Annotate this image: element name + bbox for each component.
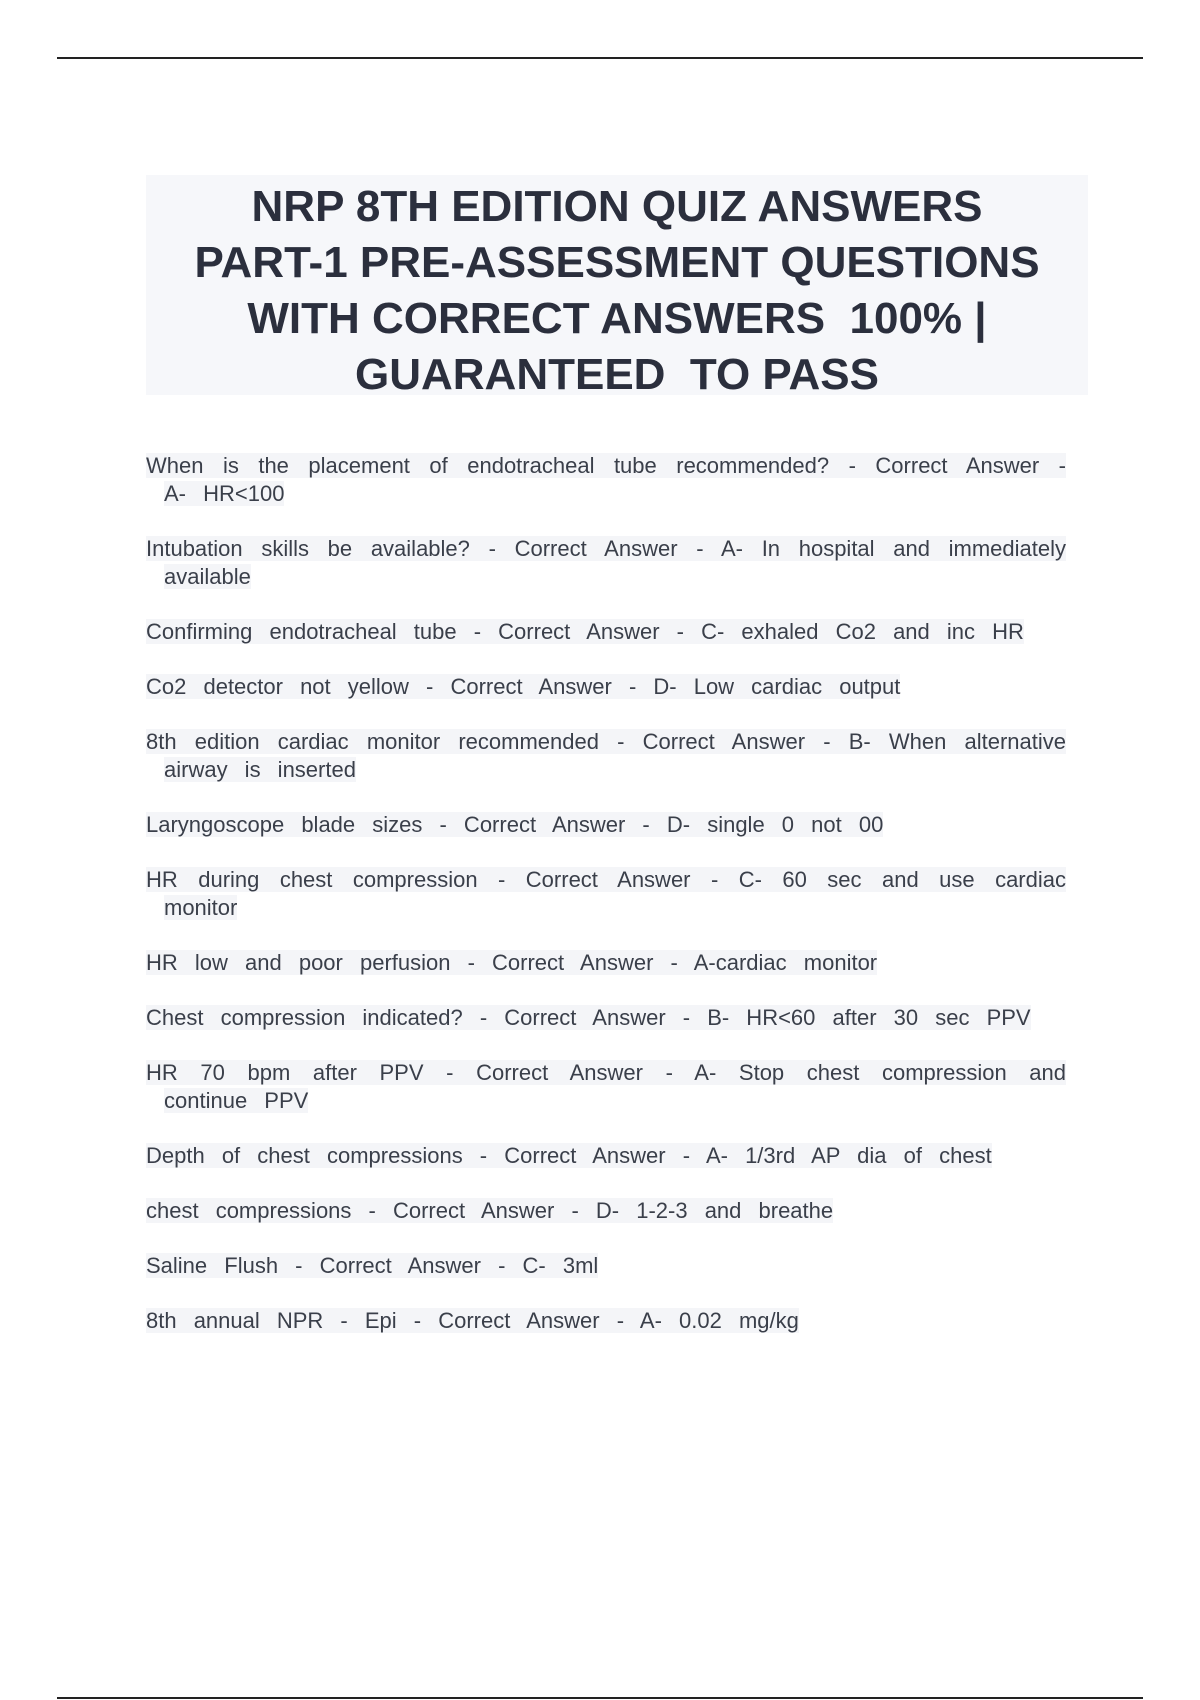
title-line-3: WITH CORRECT ANSWERS 100% | — [247, 294, 987, 343]
title-line-4: GUARANTEED TO PASS — [355, 350, 879, 399]
title-line-2: PART-1 PRE-ASSESSMENT QUESTIONS — [194, 238, 1040, 287]
qa-text: Confirming endotracheal tube - Correct Answer - C- exhaled Co2 and inc HR — [146, 619, 1024, 644]
qa-text: Chest compression indicated? - Correct Answer - B- HR<60 after 30 sec PPV — [146, 1005, 1031, 1030]
qa-item — [146, 949, 1066, 977]
qa-text: 8th edition cardiac monitor recommended - Correct Answer - B- When alternative airway is inserted — [146, 729, 1066, 782]
qa-item — [146, 1197, 1066, 1225]
qa-text: Laryngoscope blade sizes - Correct Answer - D- single 0 not 00 — [146, 812, 884, 837]
top-rule — [57, 57, 1143, 59]
qa-item — [146, 1142, 1066, 1170]
qa-item — [146, 728, 1066, 784]
qa-item — [146, 811, 1066, 839]
qa-text: Intubation skills be available? - Correct Answer - A- In hospital and immediately available — [146, 536, 1066, 589]
qa-text: HR during chest compression - Correct Answer - C- 60 sec and use cardiac monitor — [146, 867, 1066, 920]
title-line-1: NRP 8TH EDITION QUIZ ANSWERS — [251, 182, 983, 231]
qa-text: HR 70 bpm after PPV - Correct Answer - A- Stop chest compression and continue PPV — [146, 1060, 1066, 1113]
bottom-rule — [57, 1697, 1143, 1699]
qa-text: When is the placement of endotracheal tube recommended? - Correct Answer - A- HR<100 — [146, 453, 1066, 506]
qa-item — [146, 1004, 1066, 1032]
qa-text: 8th annual NPR - Epi - Correct Answer - A- 0.02 mg/kg — [146, 1308, 799, 1333]
qa-list — [146, 452, 1066, 1362]
qa-text: Co2 detector not yellow - Correct Answer - D- Low cardiac output — [146, 674, 901, 699]
qa-item — [146, 866, 1066, 922]
document-title — [146, 175, 1088, 399]
qa-item — [146, 1252, 1066, 1280]
qa-text: HR low and poor perfusion - Correct Answer - A-cardiac monitor — [146, 950, 878, 975]
qa-item — [146, 535, 1066, 591]
qa-item — [146, 1307, 1066, 1335]
qa-item — [146, 618, 1066, 646]
qa-text: Depth of chest compressions - Correct Answer - A- 1/3rd AP dia of chest — [146, 1143, 992, 1168]
qa-item — [146, 673, 1066, 701]
qa-text: chest compressions - Correct Answer - D- 1-2-3 and breathe — [146, 1198, 834, 1223]
qa-text: Saline Flush - Correct Answer - C- 3ml — [146, 1253, 599, 1278]
qa-item — [146, 1059, 1066, 1115]
qa-item — [146, 452, 1066, 508]
